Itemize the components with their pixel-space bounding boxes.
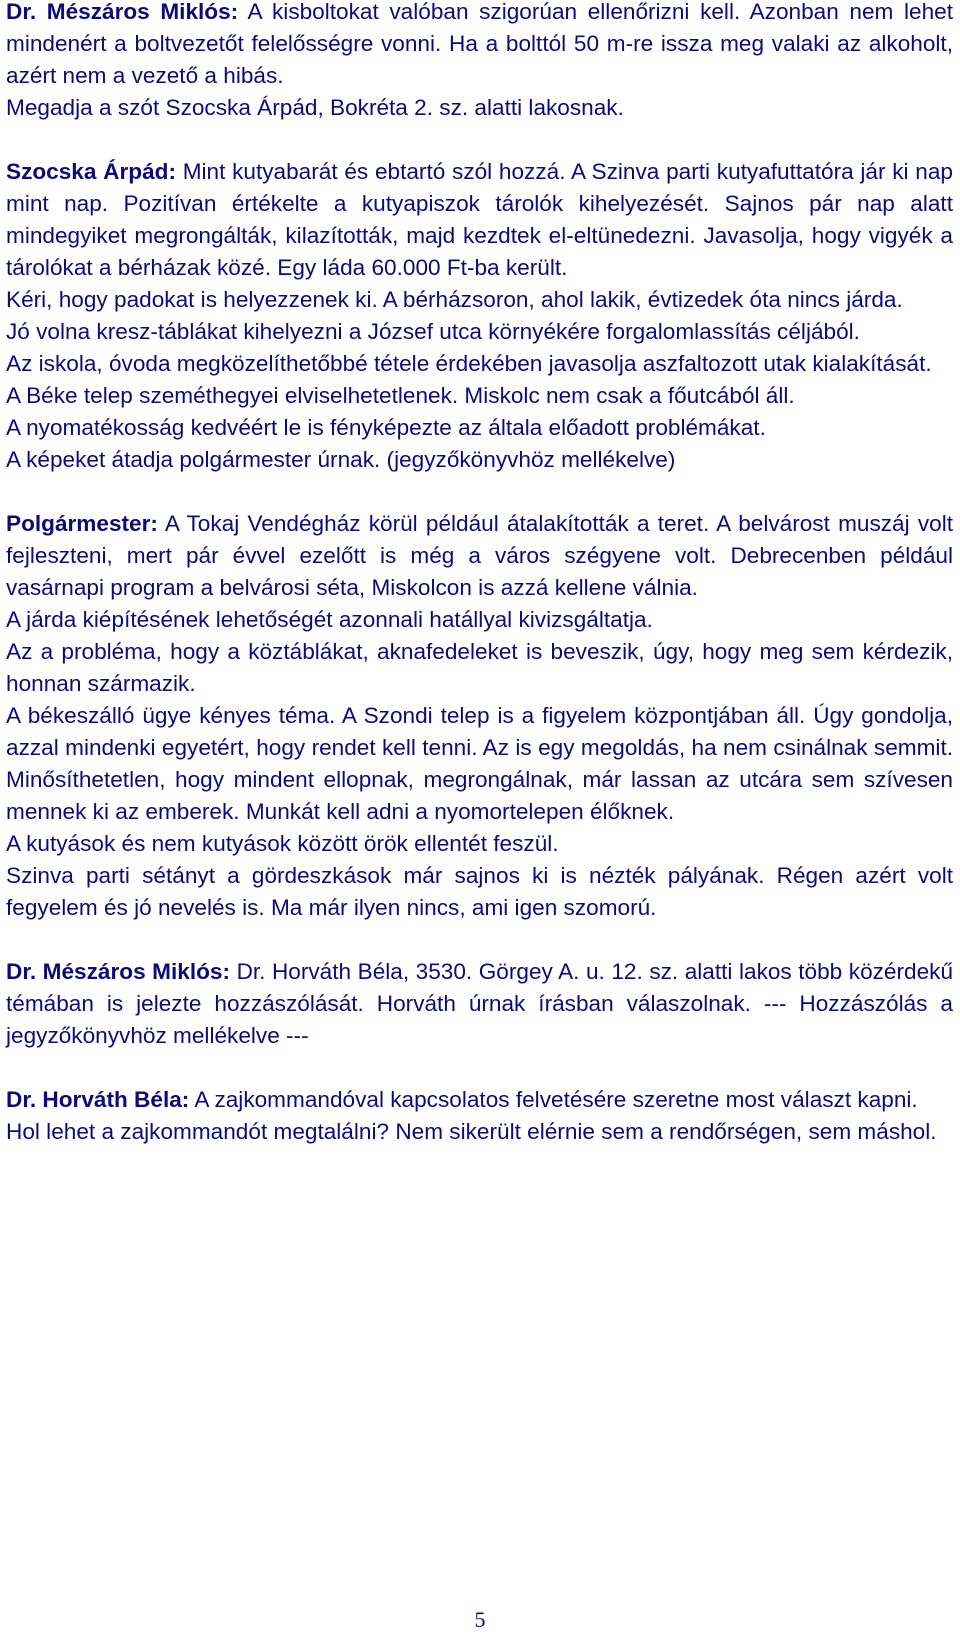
paragraph-gap xyxy=(6,124,953,156)
paragraph-meszaros-1 xyxy=(6,0,953,92)
speech-line: A békeszálló ügye kényes téma. A Szondi telep is a figyelem központjában áll. Úgy gondolja, azzal mindenki egyetért, hogy rendet kell tenni. Az is egy megoldás, ha nem csinálnak semmit. Minősíthetetlen, hogy mindent ellopnak, megrongálnak, már lassan az utcára sem szívesen mennek ki az emberek. Munkát kell adni a nyomortelepen élőknek. xyxy=(6,703,953,824)
speaker-name: Dr. Mészáros Miklós: xyxy=(6,959,231,984)
speaker-name: Dr. Horváth Béla: xyxy=(6,1087,190,1112)
speech-line: A járda kiépítésének lehetőségét azonnali hatállyal kivizsgáltatja. xyxy=(6,607,653,632)
paragraph-gap xyxy=(6,476,953,508)
speech-line: A kutyások és nem kutyások között örök ellentét feszül. xyxy=(6,831,559,856)
speech-line: A nyomatékosság kedvéért le is fényképezte az általa előadott problémákat. xyxy=(6,415,766,440)
speech-text: Mint kutyabarát és ebtartó szól hozzá. A Szinva parti kutyafuttatóra jár ki nap mint nap. Pozitívan értékelte a kutyapiszok tárolók kihelyezését. Sajnos pár nap alatt mindegyiket megrongálták, kilazították, majd kezdtek el-eltünedezni. Javasolja, hogy vigyék a tárolókat a bérházak közé. Egy láda 60.000 Ft-ba került. xyxy=(6,159,953,280)
speaker-name: Szocska Árpád: xyxy=(6,159,176,184)
speech-line: A képeket átadja polgármester úrnak. (jegyzőkönyvhöz mellékelve) xyxy=(6,447,676,472)
paragraph-horvath xyxy=(6,1084,953,1148)
page-number: 5 xyxy=(474,1607,486,1632)
speech-line: Az a probléma, hogy a köztáblákat, aknafedeleket is beveszik, úgy, hogy meg sem kérdezik, honnan származik. xyxy=(6,639,953,696)
document-body xyxy=(6,0,953,1148)
speech-line: Szinva parti sétányt a gördeszkások már sajnos ki is nézték pályának. Régen azért volt fegyelem és jó nevelés is. Ma már ilyen nincs, ami igen szomorú. xyxy=(6,863,953,920)
speaker-name: Polgármester: xyxy=(6,511,158,536)
speech-text: A zajkommandóval kapcsolatos felvetésére szeretne most választ kapni. Hol lehet a zajkommandót megtalálni? Nem sikerült elérnie sem a rendőrségen, sem máshol. xyxy=(6,1087,937,1144)
paragraph-szocska xyxy=(6,156,953,284)
paragraph-meszaros-2 xyxy=(6,956,953,1052)
speaker-name: Dr. Mészáros Miklós: xyxy=(6,0,239,24)
paragraph-gap xyxy=(6,1052,953,1084)
speech-line: Az iskola, óvoda megközelíthetőbbé tétele érdekében javasolja aszfaltozott utak kialakítását. xyxy=(6,351,932,376)
speech-text: A kisboltokat valóban szigorúan ellenőrizni kell. Azonban nem lehet mindenért a boltvezetőt felelősségre vonni. Ha a bolttól 50 m-re issza meg valaki az alkoholt, azért nem a vezető a hibás. xyxy=(6,0,953,88)
paragraph-gap xyxy=(6,924,953,956)
speech-line: Megadja a szót Szocska Árpád, Bokréta 2. sz. alatti lakosnak. xyxy=(6,95,624,120)
paragraph-polgarmester xyxy=(6,508,953,604)
speech-text: A Tokaj Vendégház körül például átalakították a teret. A belvárost muszáj volt fejleszteni, mert pár évvel ezelőtt is még a város szégyene volt. Debrecenben például vasárnapi program a belvárosi séta, Miskolcon is azzá kellene válnia. xyxy=(6,511,953,600)
speech-line: Jó volna kresz-táblákat kihelyezni a József utca környékére forgalomlassítás céljából. xyxy=(6,319,860,344)
speech-line: A Béke telep szeméthegyei elviselhetetlenek. Miskolc nem csak a főutcából áll. xyxy=(6,383,795,408)
speech-line: Kéri, hogy padokat is helyezzenek ki. A bérházsoron, ahol lakik, évtizedek óta nincs járda. xyxy=(6,287,903,312)
speech-text: Dr. Horváth Béla, 3530. Görgey A. u. 12. sz. alatti lakos több közérdekű témában is jelezte hozzászólását. Horváth úrnak írásban válaszolnak. --- Hozzászólás a jegyzőkönyvhöz mellékelve --- xyxy=(6,959,954,1048)
